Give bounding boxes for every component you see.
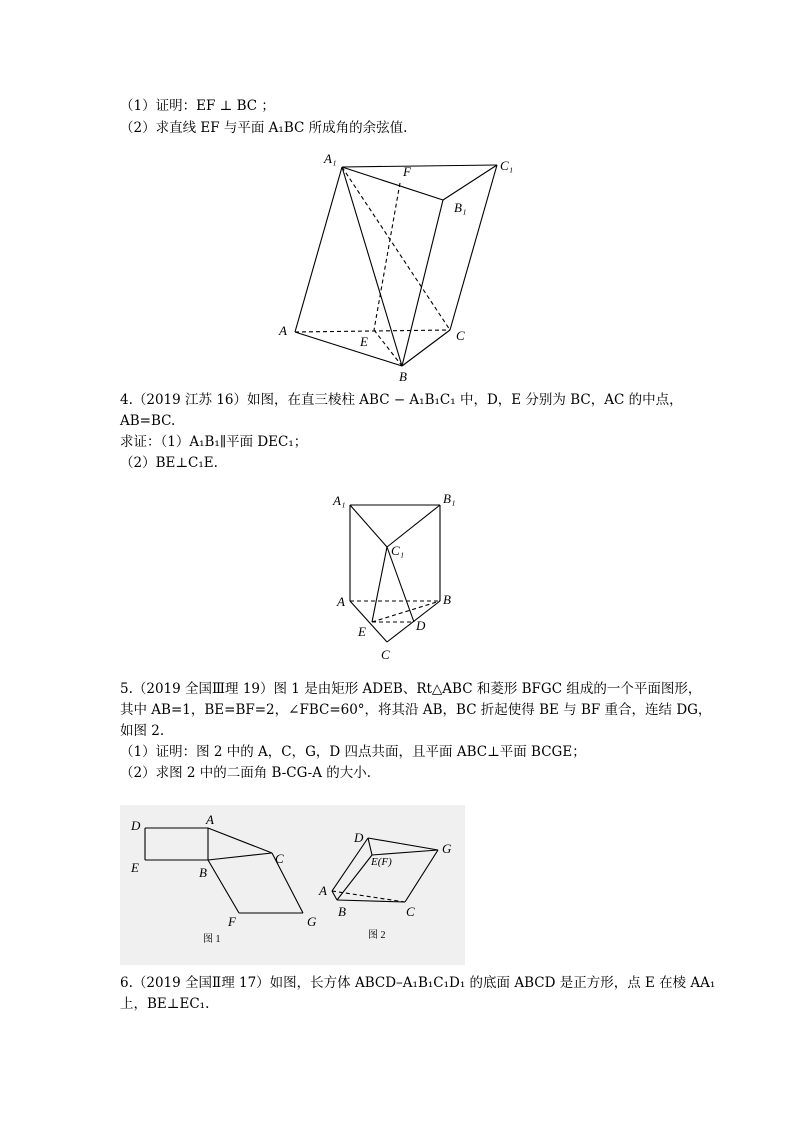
label-b: B (443, 592, 451, 607)
edge-a1b1 (342, 167, 443, 200)
figure-prism-4 (325, 485, 475, 665)
edge-a1c1 (342, 165, 497, 167)
label-a1: A₁ (324, 151, 337, 166)
edge-a1c1 (350, 505, 387, 547)
label-d: D (416, 618, 426, 633)
edge-c1c (450, 165, 497, 330)
f2-label-d: D (354, 830, 364, 845)
edge-b1b (402, 200, 443, 366)
edge-eb-hidden (372, 601, 440, 622)
problem5-line3: 如图 2. (120, 723, 165, 739)
f1-label-a: A (206, 812, 214, 827)
f1-caption: 图 1 (203, 934, 221, 945)
label-f: F (403, 164, 411, 179)
edge-b1c1 (387, 505, 440, 547)
f2-label-c: C (406, 904, 415, 919)
edge-c1d (387, 547, 414, 622)
label-c1: C₁ (500, 158, 514, 173)
problem4-line3: 求证：（1）A₁B₁∥平面 DEC₁； (120, 434, 308, 450)
edge-ef-hidden (374, 183, 400, 330)
label-b1: B₁ (443, 491, 456, 506)
edge-ab (295, 332, 402, 366)
problem5-line4: （1）证明：图 2 中的 A，C，G，D 四点共面，且平面 ABC⊥平面 BCGE； (120, 744, 586, 760)
label-b: B (399, 369, 407, 384)
label-b1: B₁ (454, 200, 467, 215)
f1-label-g: G (307, 914, 317, 929)
f2-label-a: A (319, 883, 327, 898)
edge-a1c-hidden (342, 167, 450, 330)
label-e: E (360, 334, 368, 349)
f2-label-b: B (338, 904, 346, 919)
label-c: C (456, 328, 465, 343)
problem3-q2: （2）求直线 EF 与平面 A₁BC 所成角的余弦值. (120, 120, 408, 136)
edge-eb-hidden (374, 330, 402, 366)
f1-label-b: B (199, 865, 207, 880)
figure-fold-5 (120, 805, 465, 965)
f2-caption: 图 2 (368, 930, 386, 941)
label-e: E (358, 624, 366, 639)
problem3-q1: （1）证明：EF ⊥ BC ； (120, 98, 275, 114)
edge-a1a (295, 167, 342, 332)
f2-label-ef: E(F) (371, 856, 392, 868)
label-c: C (381, 647, 390, 662)
edge-c1e (372, 547, 387, 622)
problem6-line1: 6.（2019 全国Ⅱ理 17）如图，长方体 ABCD–A₁B₁C₁D₁ 的底面 ABCD 是正方形，点 E 在棱 AA₁ (120, 975, 716, 991)
label-a: A (337, 594, 345, 609)
label-c1: C₁ (391, 543, 405, 558)
label-a: A (279, 323, 287, 338)
label-a1: A₁ (333, 493, 346, 508)
f1-label-e: E (131, 860, 139, 875)
figure-prism-3 (270, 150, 530, 385)
problem4-line2: AB=BC. (120, 413, 176, 429)
problem4-line1: 4.（2019 江苏 16）如图，在直三棱柱 ABC − A₁B₁C₁ 中，D，E 分别为 BC，AC 的中点， (120, 392, 683, 408)
scan-background (120, 805, 465, 965)
problem5-line5: （2）求图 2 中的二面角 B-CG-A 的大小. (120, 765, 372, 781)
problem4-line4: （2）BE⊥C₁E. (120, 455, 218, 471)
f1-label-f: F (228, 914, 236, 929)
problem5-line1: 5.（2019 全国Ⅲ理 19）图 1 是由矩形 ADEB、Rt△ABC 和菱形 BFGC 组成的一个平面图形， (120, 681, 702, 697)
problem6-line2: 上，BE⊥EC₁. (120, 996, 210, 1012)
edge-ac-hidden (295, 330, 450, 332)
edge-a1b (342, 167, 402, 366)
f1-label-d: D (131, 818, 141, 833)
problem5-line2: 其中 AB=1，BE=BF=2，∠FBC=60°，将其沿 AB，BC 折起使得 BE 与 BF 重合，连结 DG， (120, 702, 712, 718)
f1-label-c: C (275, 851, 284, 866)
f2-label-g: G (442, 841, 452, 856)
